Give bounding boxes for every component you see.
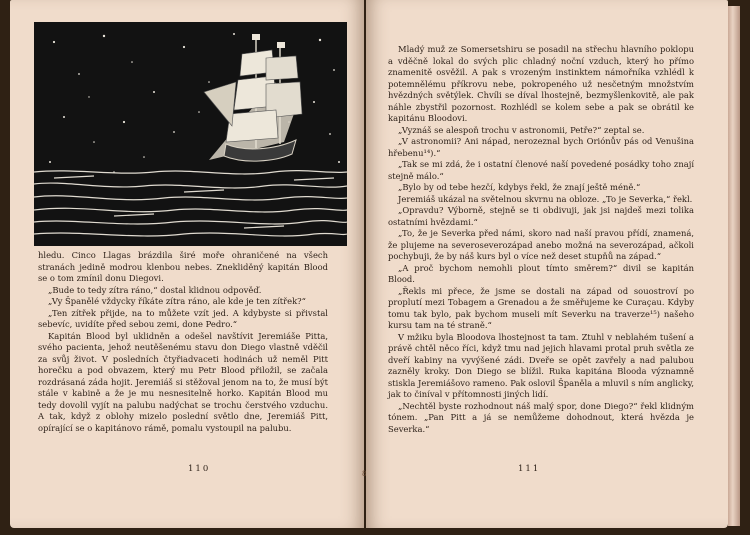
ship-illustration xyxy=(34,22,347,246)
page-edges xyxy=(728,6,740,526)
paragraph: Mladý muž ze Somersetshiru se posadil na střechu hlavního poklopu a vděčně lokal do svých plic chladný noční vzduch, který ho přímo znamenitě osvěžil. A pak s vrozeným instinktem námořníka vzhlédl k potemnělému příkrovu nebe, pokropeného už nesčetným množstvím hvězdných světýlek. Chvíli se díval lhostejně, bezmyšlenkovitě, ale pak náhle zbystřil pozornost. Rozhlédl se kolem sebe a pak se obrátil ke kapitánu Bloodovi. xyxy=(388,44,694,123)
paragraph: V mžiku byla Bloodova lhostejnost ta tam. Ztuhl v neblahém tušení a právě chtěl něco říci, když tmu nad jejich hlavami protal pruh světla ze dveří kabiny na vyvýšené zádi. Dveře se opět zavřely a nad palubou zazněly kroky. Don Diego se blížil. Ruka kapitána Blooda významně stiskla Jeremiášovo rameno. Pak oslovil Španěla a mluvil s ním anglicky, jak to činíval v přítomnosti jiných lidí. xyxy=(388,331,694,399)
paragraph: „Vy Španělé vždycky říkáte zítra ráno, ale kde je ten zítřek?“ xyxy=(48,296,306,306)
paragraph: „To, že je Severka před námi, skoro nad naší pravou přídí, znamená, že plujeme na severoseverozápad anebo možná na severozápad, ačkoli pochybuji, že by náš kurs byl o více než deset stupňů na západ.“ xyxy=(388,228,694,261)
right-page-text xyxy=(388,44,694,435)
paragraph: Jeremiáš ukázal na světelnou skvrnu na obloze. „To je Severka,“ řekl. xyxy=(398,193,693,204)
ship-at-night-icon xyxy=(34,22,347,246)
paragraph: „Nechtěl byste rozhodnout náš malý spor, done Diego?“ řekl klidným tónem. „Pan Pitt a já se nemůžeme dohodnout, která hvězda je Severka.“ xyxy=(388,400,694,434)
right-page xyxy=(366,0,728,528)
paragraph: „Bylo by od tebe hezčí, kdybys řekl, že znají ještě méně.“ xyxy=(398,182,641,192)
left-page-text xyxy=(38,250,328,434)
paragraph: „Řekls mi přece, že jsme se dostali na západ od souostroví po proplutí mezi Tobagem a Grenadou a že směřujeme ke Curaçau. Kdyby tomu tak bylo, pak bychom museli mít Severku na traverze¹⁵) našeho kursu tam na té straně.“ xyxy=(388,285,694,330)
paragraph: „Ten zítřek přijde, na to můžete vzít jed. A kdybyste si přivstal sebevíc, uvidíte před sebou zemi, done Pedro.“ xyxy=(38,307,328,329)
paragraph: Kapitán Blood byl uklidněn a odešel navštívit Jeremiáše Pitta, svého pacienta, jehož neutěšenému stavu don Diego vlastně vděčil za svůj život. V posledních čtyřiadvaceti hodinách už neměl Pitt horečku a pod obvazem, který mu Petr Blood přiložil, se začala rozdrásaná záda hojit. Jeremiáš si stěžoval jenom na to, že musí být stále v kabině a že je mu nesnesitelně horko. Kapitán Blood mu tedy dovolil vyjít na palubu nadýchat se trochu čerstvého vzduchu. A tak, když z oblohy mizelo poslední světlo dne, Jeremiáš Pitt, opírající se o kapitánovo rámě, pomalu vystoupil na palubu. xyxy=(38,330,328,433)
paragraph: hledu. Cinco Llagas brázdila širé moře ohraničené na všech stranách jedině modrou klenbou nebes. Znekliděný kapitán Blood se o tom zmínil donu Diegovi. xyxy=(38,250,328,283)
paragraph: „Opravdu? Výborně, stejně se ti obdivuji, jak jsi najdeš mezi tolika ostatními hvězdami.“ xyxy=(388,205,694,227)
paragraph: „V astronomii? Ani nápad, nerozeznal bych Oriónův pás od Venušina hřebenu¹⁴).“ xyxy=(388,136,694,158)
paragraph: „Vyznáš se alespoň trochu v astronomii, Petře?“ zeptal se. xyxy=(398,124,645,135)
paragraph: „Bude to tedy zítra ráno,“ dostal klidnou odpověď. xyxy=(48,284,262,295)
page-number: 111 xyxy=(518,464,541,474)
paragraph: „Tak se mi zdá, že i ostatní členové naší povedené posádky toho znají stejně málo.“ xyxy=(388,159,694,181)
paragraph: „A proč bychom nemohli plout tímto směrem?“ divil se kapitán Blood. xyxy=(388,262,694,284)
left-page xyxy=(10,0,367,528)
gutter-mark: 8 xyxy=(362,470,367,478)
page-number: 110 xyxy=(188,464,211,474)
